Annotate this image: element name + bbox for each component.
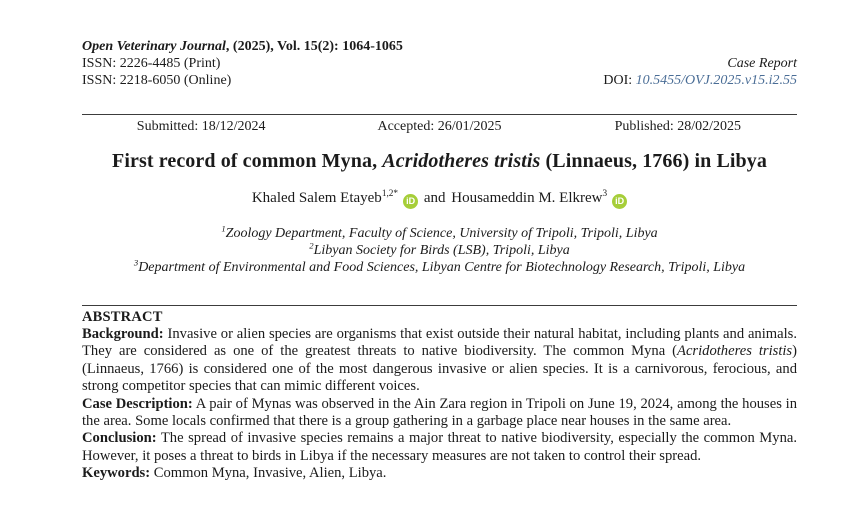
abstract-case-description (82, 396, 797, 431)
journal-info (82, 38, 403, 89)
author-2-name: Housameddin M. Elkrew (451, 190, 603, 206)
submitted-date: Submitted: 18/12/2024 (136, 119, 266, 134)
issn-online: ISSN: 2218-6050 (Online) (82, 73, 232, 88)
authors-line (82, 190, 797, 209)
affiliation-1-text: Zoology Department, Faculty of Science, University of Tripoli, Tripoli, Libya (225, 226, 658, 241)
title-part2: (Linnaeus, 1766) in Libya (540, 150, 767, 172)
conclusion-text: The spread of invasive species remains a major threat to native biodiversity, especially the common Myna. However, it poses a threat to birds in Libya if the necessary measures are not taken to control their spread. (82, 430, 797, 464)
title-part1: First record of common Myna, (112, 150, 383, 172)
affiliation-2 (82, 242, 797, 259)
affiliation-2-text: Libyan Society for Birds (LSB), Tripoli, Libya (313, 243, 570, 258)
background-text-2: ) (Linnaeus, 1766) is considered one of the most dangerous invasive or alien species. It is a carnivorous, ferocious, and strong competitor species that can mimic different voices. (82, 343, 797, 395)
journal-citation-line (82, 38, 403, 55)
abstract-heading: ABSTRACT (82, 309, 163, 325)
affiliations-block (82, 225, 797, 276)
orcid-icon[interactable]: iD (403, 194, 418, 209)
affiliation-3-text: Department of Environmental and Food Sciences, Libyan Centre for Biotechnology Research, Tripoli, Libya (138, 260, 746, 275)
article-meta (603, 38, 797, 89)
affiliation-3-marker: 3 (133, 257, 139, 268)
title-species-name: Acridotheres tristis (382, 150, 541, 172)
affiliation-1-marker: 1 (221, 223, 226, 234)
keywords-label: Keywords: (82, 465, 151, 482)
case-description-text: A pair of Mynas was observed in the Ain Zara region in Tripoli on June 19, 2024, among the houses in the area. Some locals confirmed that there is a group gathering in a garbage place near houses in the same area. (82, 395, 797, 430)
affiliation-3 (82, 259, 797, 276)
issn-print: ISSN: 2226-4485 (Print) (82, 56, 221, 71)
abstract-body (82, 326, 797, 483)
abstract-section (82, 309, 797, 483)
divider-abstract (82, 305, 797, 306)
journal-volume-pages: , (2025), Vol. 15(2): 1064-1065 (225, 39, 403, 54)
dates-row (82, 119, 797, 135)
background-text-1: Invasive or alien species are organisms that exist outside their natural habitat, including plants and animals. They are considered as one of the greatest threats to native biodiversity. The common Myna ( (82, 326, 797, 360)
affiliation-1 (82, 225, 797, 242)
abstract-keywords (82, 465, 797, 482)
abstract-background (82, 326, 797, 396)
author-1-name: Khaled Salem Etayeb (251, 190, 382, 206)
divider-top (82, 114, 797, 115)
keywords-text: Common Myna, Invasive, Alien, Libya. (150, 465, 387, 482)
authors-separator: and (423, 190, 446, 206)
author-1-affiliation-marker: 1,2* (381, 189, 399, 199)
article-type: Case Report (727, 56, 797, 71)
affiliation-2-marker: 2 (309, 240, 314, 251)
doi-link[interactable]: 10.5455/OVJ.2025.v15.i2.55 (635, 73, 797, 88)
orcid-icon[interactable]: iD (612, 194, 627, 209)
author-2-affiliation-marker: 3 (602, 189, 608, 199)
journal-name: Open Veterinary Journal (82, 39, 226, 54)
background-species-name: Acridotheres tristis (677, 343, 793, 360)
published-date: Published: 28/02/2025 (614, 119, 742, 134)
conclusion-label: Conclusion: (82, 430, 157, 447)
doi-label: DOI: (603, 73, 636, 88)
case-description-label: Case Description: (82, 395, 193, 412)
doi-line (603, 72, 797, 89)
article-title (82, 150, 797, 173)
journal-header (82, 38, 797, 89)
background-label: Background: (82, 326, 164, 342)
accepted-date: Accepted: 26/01/2025 (377, 119, 502, 134)
abstract-conclusion (82, 430, 797, 465)
